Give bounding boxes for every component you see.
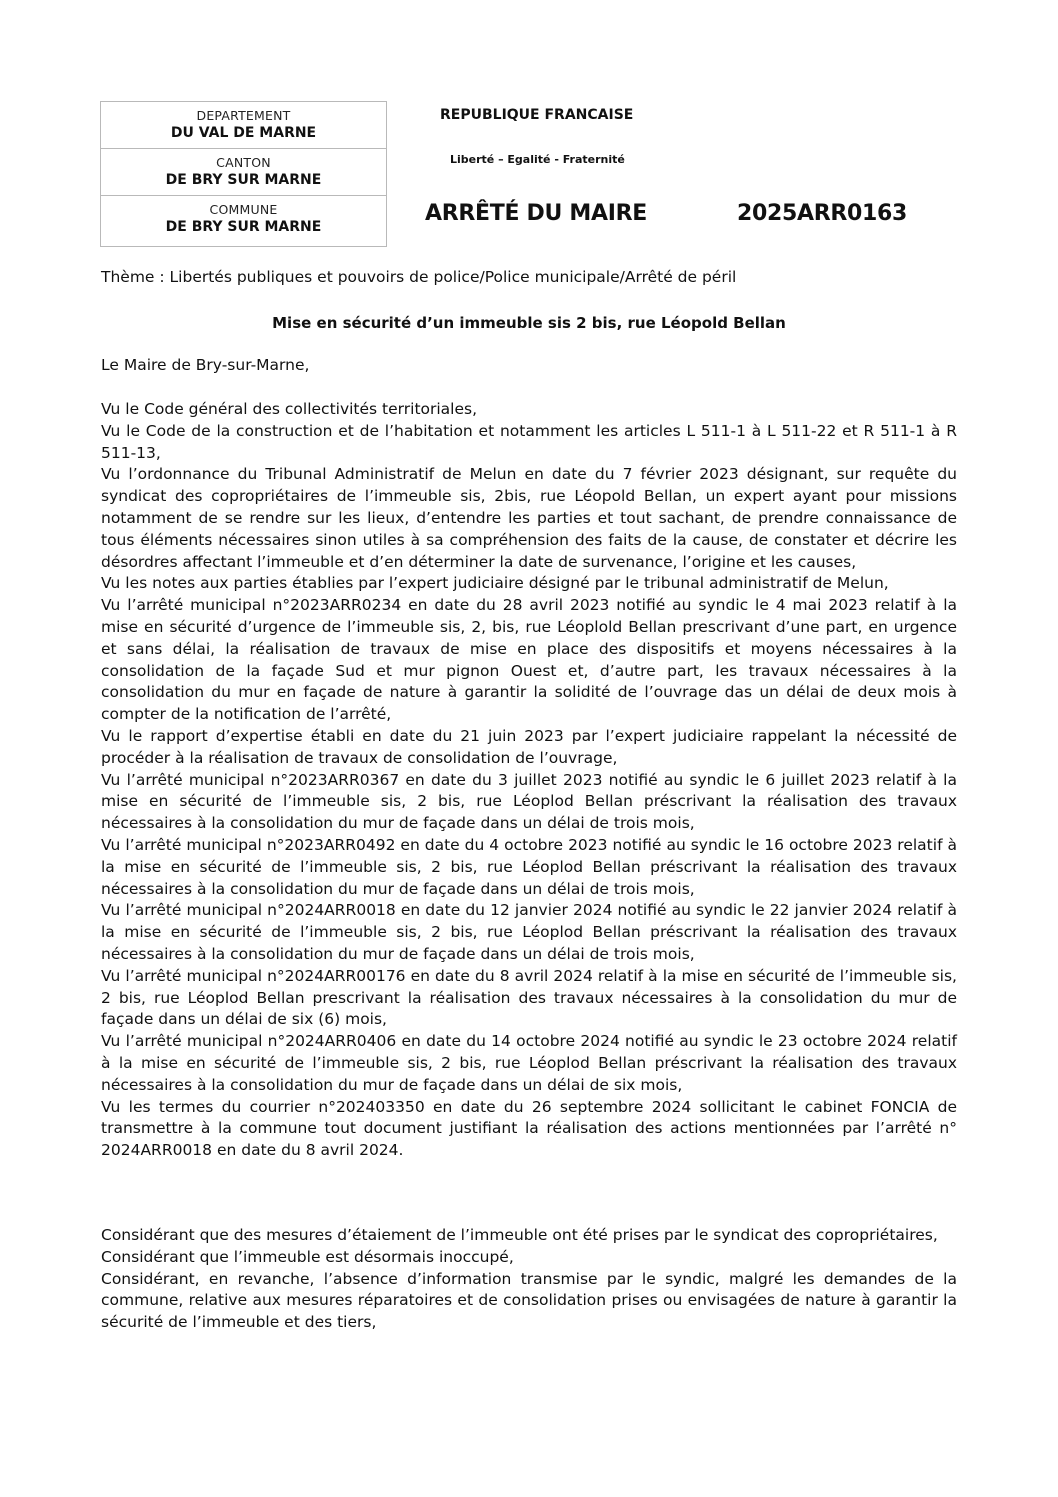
- visas-section: [101, 399, 957, 1162]
- commune-value: DE BRY SUR MARNE: [165, 219, 322, 235]
- commune-label: COMMUNE: [209, 202, 278, 217]
- visa-paragraph: Vu les notes aux parties établies par l’expert judiciaire désigné par le tribunal administratif de Melun,: [101, 574, 889, 593]
- arrete-title: ARRÊTÉ DU MAIRE: [425, 201, 647, 226]
- canton-value: DE BRY SUR MARNE: [165, 172, 322, 188]
- departement-cell: [101, 102, 386, 149]
- considerant-paragraph: Considérant que des mesures d’étaiement de l’immeuble ont été prises par le syndicat des copropriétaires,: [101, 1226, 938, 1244]
- national-motto: Liberté – Egalité - Fraternité: [450, 153, 625, 166]
- visa-paragraph: Vu l’arrêté municipal n°2023ARR0367 en date du 3 juillet 2023 notifié au syndic le 6 juillet 2023 relatif à la mise en sécurité de l’immeuble sis, 2 bis, rue Léoplod Bellan préscrivant la réalisation des travaux nécessaires à la consolidation du mur de façade dans un délai de trois mois,: [101, 770, 957, 833]
- considerants-section: [101, 1225, 957, 1334]
- visa-paragraph: Vu l’arrêté municipal n°2023ARR0492 en date du 4 octobre 2023 notifié au syndic le 16 octobre 2023 relatif à la mise en sécurité de l’immeuble sis, 2 bis, rue Léoplod Bellan préscrivant la réalisation des travaux nécessaires à la consolidation du mur de façade dans un délai de trois mois,: [101, 835, 957, 898]
- visa-paragraph: Vu le Code de la construction et de l’habitation et notamment les articles L 511-1 à L 511-22 et R 511-1 à R 511-13,: [101, 421, 957, 462]
- arrete-number: 2025ARR0163: [737, 201, 908, 226]
- departement-label: DEPARTEMENT: [196, 108, 291, 123]
- theme-line: Thème : Libertés publiques et pouvoirs de police/Police municipale/Arrêté de péril: [101, 268, 737, 286]
- canton-cell: [101, 149, 386, 196]
- republique-heading: REPUBLIQUE FRANCAISE: [440, 107, 634, 123]
- departement-value: DU VAL DE MARNE: [170, 125, 317, 141]
- visa-paragraph: Vu le rapport d’expertise établi en date du 21 juin 2023 par l’expert judiciaire rappelant la nécessité de procéder à la réalisation de travaux de consolidation de l’ouvrage,: [101, 726, 957, 767]
- visa-paragraph: Vu l’arrêté municipal n°2023ARR0234 en date du 28 avril 2023 notifié au syndic le 4 mai 2023 relatif à la mise en sécurité d’urgence de l’immeuble sis, 2, bis, rue Léoplold Bellan prescrivant d’une part, en urgence et sans délai, la réalisation de travaux de mise en place des dispositifs et moyens nécessaires à la consolidation de la façade Sud et mur pignon Ouest et, d’autre part, les travaux nécessaires à la consolidation du mur en façade de nature à garantir la solidité de l’ouvrage das un délai de deux mois à compter de la notification de l’arrêté,: [101, 596, 957, 724]
- subject-title: Mise en sécurité d’un immeuble sis 2 bis, rue Léopold Bellan: [272, 314, 786, 332]
- visa-paragraph: Vu l’arrêté municipal n°2024ARR0018 en date du 12 janvier 2024 notifié au syndic le 22 janvier 2024 relatif à la mise en sécurité de l’immeuble sis, 2 bis, rue Léoplod Bellan préscrivant la réalisation des travaux nécessaires à la consolidation du mur de façade dans un délai de trois mois,: [101, 901, 957, 963]
- visa-paragraph: Vu l’arrêté municipal n°2024ARR0406 en date du 14 octobre 2024 notifié au syndic le 23 octobre 2024 relatif à la mise en sécurité de l’immeuble sis, 2 bis, rue Léoplod Bellan préscrivant la réalisation des travaux nécessaires à la consolidation du mur de façade dans un délai de six mois,: [101, 1032, 957, 1094]
- canton-label: CANTON: [216, 155, 271, 170]
- visa-paragraph: Vu le Code général des collectivités territoriales,: [101, 400, 478, 418]
- visa-paragraph: Vu l’arrêté municipal n°2024ARR00176 en date du 8 avril 2024 relatif à la mise en sécurité de l’immeuble sis, 2 bis, rue Léoplod Bellan prescrivant la réalisation des travaux nécessaires à la consolidation du mur de façade dans un délai de six (6) mois,: [101, 966, 957, 1029]
- considerant-paragraph: Considérant que l’immeuble est désormais inoccupé,: [101, 1247, 514, 1266]
- considerant-paragraph: Considérant, en revanche, l’absence d’information transmise par le syndic, malgré les demandes de la commune, relative aux mesures réparatoires et de consolidation prises ou envisagées de nature à garantir la sécurité de l’immeuble et des tiers,: [101, 1269, 957, 1332]
- administrative-header-box: [100, 101, 387, 247]
- salutation: Le Maire de Bry-sur-Marne,: [101, 356, 310, 374]
- commune-cell: [101, 196, 386, 243]
- visa-paragraph: Vu l’ordonnance du Tribunal Administratif de Melun en date du 7 février 2023 désignant, sur requête du syndicat des copropriétaires de l’immeuble sis, 2bis, rue Léopold Bellan, un expert ayant pour missions notamment de se rendre sur les lieux, d’entendre les parties et tout sachant, de prendre connaissance de tous éléments nécessaires sinon utiles à sa compréhension des faits de la cause, de constater et décrire les désordres affectant l’immeuble et d’en déterminer la date de survenance, l’origine et les causes,: [101, 465, 957, 571]
- visa-paragraph: Vu les termes du courrier n°202403350 en date du 26 septembre 2024 sollicitant le cabinet FONCIA de transmettre à la commune tout document justifiant la réalisation des actions mentionnées par l’arrêté n° 2024ARR0018 en date du 8 avril 2024.: [101, 1097, 957, 1160]
